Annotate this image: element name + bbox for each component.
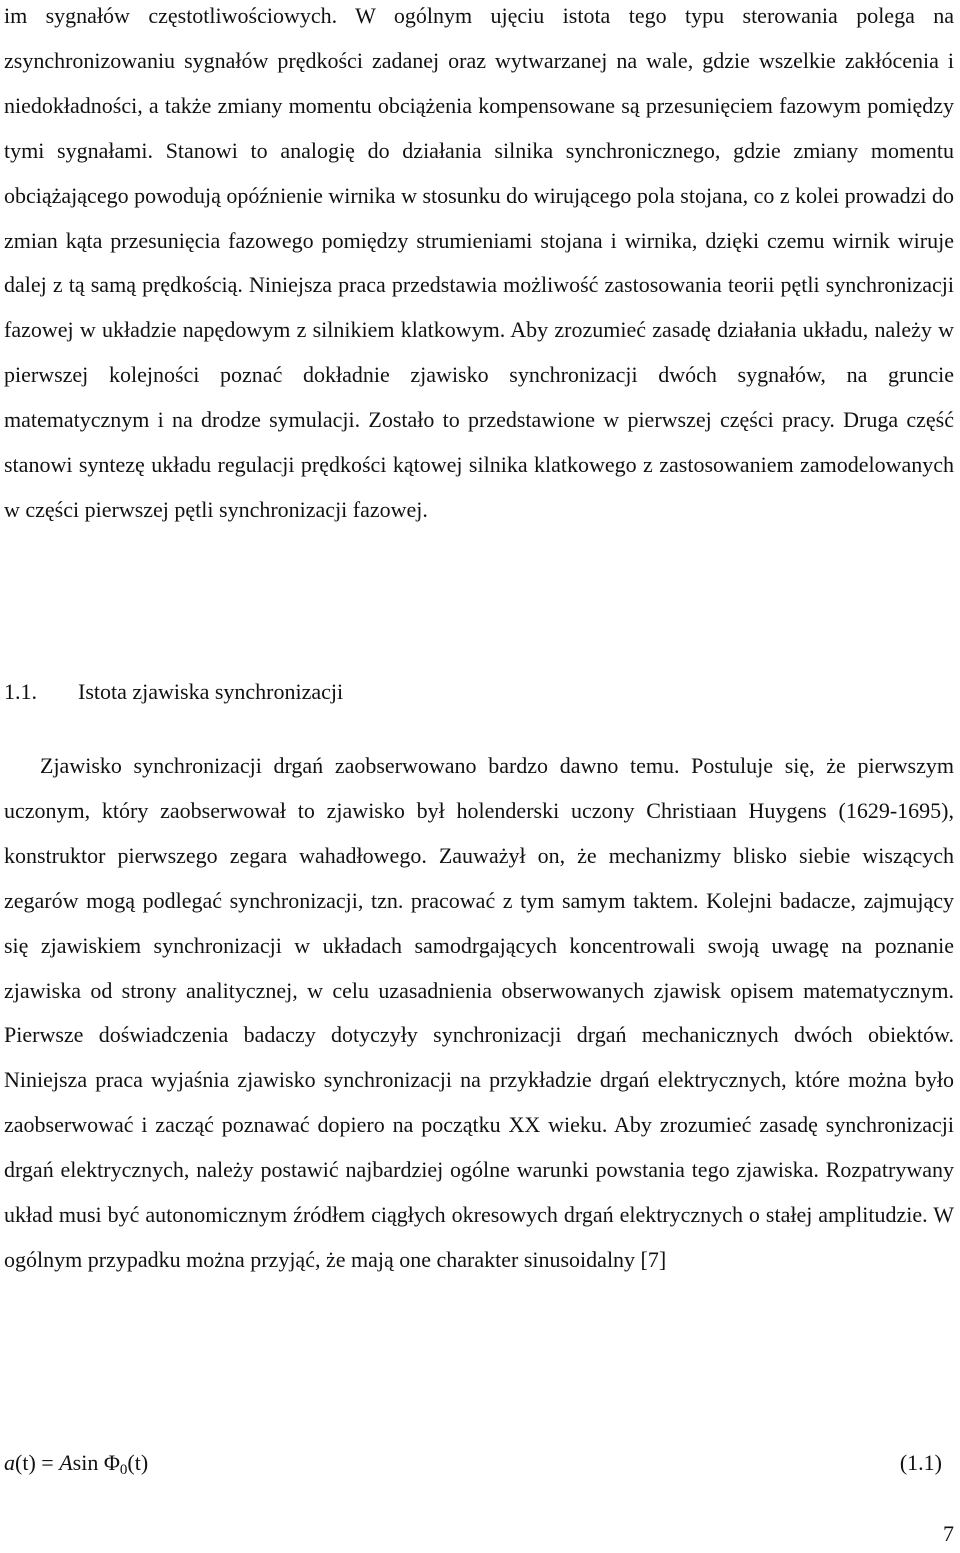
section-number: 1.1. bbox=[4, 679, 37, 704]
body-paragraph-2: Zjawisko synchronizacji drgań zaobserwowano bardzo dawno temu. Postuluje się, że pierwszym uczonym, który zaobserwował to zjawisko był holenderski uczony Christiaan Huygens (1629-1695), konstruktor pierwszego zegara wahadłowego. Zauważył on, że mechanizmy blisko siebie wiszących zegarów mogą podlegać synchronizacji, tzn. pracować z tym samym taktem. Kolejni badacze, zajmujący się zjawiskiem synchronizacji w układach samodrgających koncentrowali swoją uwagę na poznanie zjawiska od strony analitycznej, w celu uzasadnienia obserwowanych zjawisk opisem matematycznym. Pierwsze doświadczenia badaczy dotyczyły synchronizacji drgań mechanicznych dwóch obiektów. Niniejsza praca wyjaśnia zjawisko synchronizacji na przykładzie drgań elektrycznych, które można było zaobserwować i zacząć poznawać dopiero na początku XX wieku. Aby zrozumieć zasadę synchronizacji drgań elektrycznych, należy postawić najbardziej ogólne warunki powstania tego zjawiska. Rozpatrywany układ musi być autonomicznym źródłem ciągłych okresowych drgań elektrycznych o stałej amplitudzie. W ogólnym przypadku można przyjąć, że mają one charakter sinusoidalny [7] bbox=[4, 753, 954, 1272]
section-heading bbox=[4, 677, 343, 707]
page-number: 7 bbox=[943, 1521, 954, 1546]
eq-equals: = bbox=[41, 1450, 54, 1475]
eq-phi-subscript: 0 bbox=[119, 1462, 128, 1478]
eq-amplitude: A bbox=[59, 1450, 73, 1475]
body-paragraph-1: im sygnałów częstotliwościowych. W ogólnym ujęciu istota tego typu sterowania polega na zsynchronizowaniu sygnałów prędkości zadanej oraz wytwarzanej na wale, gdzie wszelkie zakłócenia i niedokładności, a także zmiany momentu obciążenia kompensowane są przesunięciem fazowym pomiędzy tymi sygnałami. Stanowi to analogię do działania silnika synchronicznego, gdzie zmiany momentu obciążającego powodują opóźnienie wirnika w stosunku do wirującego pola stojana, co z kolei prowadzi do zmian kąta przesunięcia fazowego pomiędzy strumieniami stojana i wirnika, dzięki czemu wirnik wiruje dalej z tą samą prędkością. Niniejsza praca przedstawia możliwość zastosowania teorii pętli synchronizacji fazowej w układzie napędowym z silnikiem klatkowym. Aby zrozumieć zasadę działania układu, należy w pierwszej kolejności poznać dokładnie zjawisko synchronizacji dwóch sygnałów, na gruncie matematycznym i na drodze symulacji. Zostało to przedstawione w pierwszej części pracy. Druga część stanowi syntezę układu regulacji prędkości kątowej silnika klatkowego z zastosowaniem zamodelowanych w części pierwszej pętli synchronizacji fazowej. bbox=[4, 3, 954, 522]
eq-sin: sin bbox=[72, 1450, 99, 1475]
eq-rhs-arg: (t) bbox=[127, 1450, 149, 1475]
section-title: Istota zjawiska synchronizacji bbox=[78, 679, 344, 704]
eq-lhs-func: a bbox=[4, 1450, 15, 1475]
eq-phi: Φ bbox=[103, 1450, 120, 1475]
eq-lhs-arg: (t) bbox=[15, 1450, 36, 1475]
equation-number: (1.1) bbox=[899, 1450, 942, 1475]
equation-formula bbox=[4, 1446, 148, 1487]
equation-1-1 bbox=[4, 1446, 954, 1480]
